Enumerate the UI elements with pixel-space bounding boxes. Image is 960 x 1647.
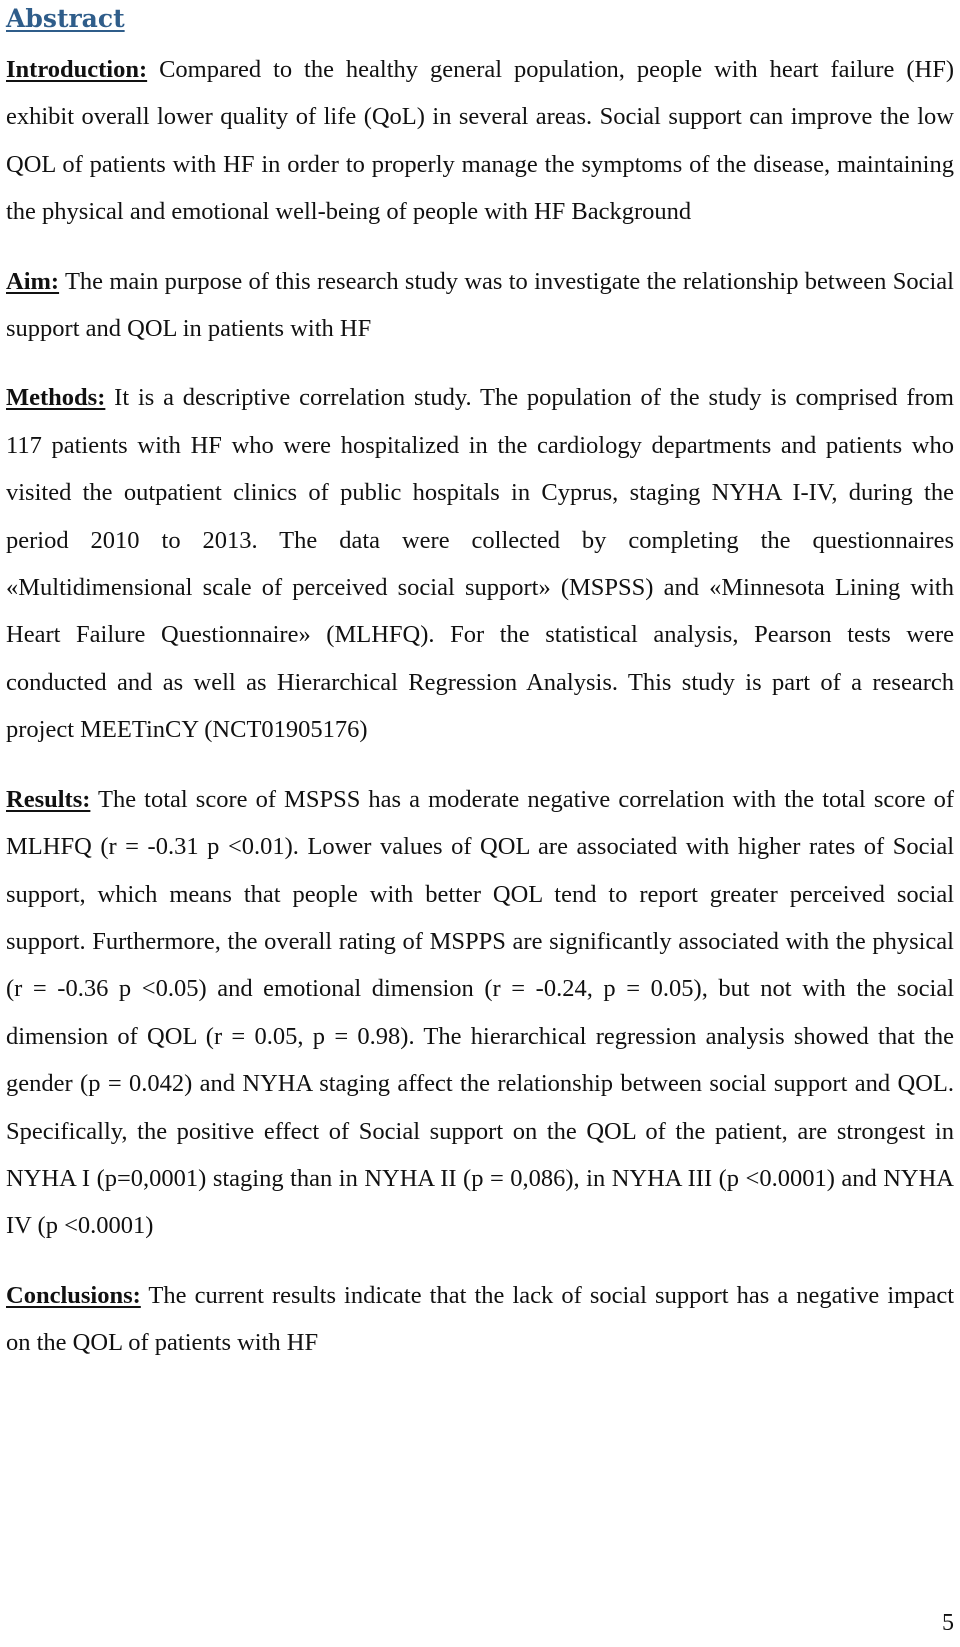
aim-text: The main purpose of this research study was to investigate the relationship between Social support and QOL in patients with HF bbox=[6, 267, 954, 343]
introduction-label: Introduction: bbox=[6, 56, 148, 83]
section-introduction bbox=[6, 46, 954, 236]
aim-label: Aim: bbox=[6, 267, 60, 295]
section-methods bbox=[6, 374, 954, 753]
introduction-text: Compared to the healthy general population, people with heart failure (HF) exhibit overall lower quality of life (QoL) in several areas. Social support can improve the low QOL of patients with HF in order to properly manage the symptoms of the disease, maintaining the physical and emotional well-being of people with HF Background bbox=[6, 56, 954, 226]
abstract-heading: Abstract bbox=[6, 4, 125, 33]
page-number: 5 bbox=[942, 1610, 954, 1636]
section-aim bbox=[6, 258, 954, 353]
results-label: Results: bbox=[6, 785, 91, 813]
methods-text: It is a descriptive correlation study. The population of the study is comprised from 117 patients with HF who were hospitalized in the cardiology departments and patients who visited the outpatient clinics of public hospitals in Cyprus, staging NYHA I-IV, during the period 2010 to 2013. The data were collected by completing the questionnaires «Multidimensional scale of perceived social support» (MSPSS) and «Minnesota Lining with Heart Failure Questionnaire» (MLHFQ). For the statistical analysis, Pearson tests were conducted and as well as Hierarchical Regression Analysis. This study is part of a research project MEETinCY (NCT01905176) bbox=[6, 384, 954, 744]
results-text: The total score of MSPSS has a moderate negative correlation with the total score of MLHFQ (r = -0.31 p <0.01). Lower values of QOL are associated with higher rates of Social support, which means that people with better QOL tend to report greater perceived social support. Furthermore, the overall rating of MSPPS are significantly associated with the physical (r = -0.36 p <0.05) and emotional dimension (r = -0.24, p = 0.05), but not with the social dimension of QOL (r = 0.05, p = 0.98). The hierarchical regression analysis showed that the gender (p = 0.042) and NYHA staging affect the relationship between social support and QOL. Specifically, the positive effect of Social support on the QOL of the patient, are strongest in NYHA I (p=0,0001) staging than in NYHA II (p = 0,086), in NYHA III (p <0.0001) and NYHA IV (p <0.0001) bbox=[6, 785, 954, 1240]
section-results bbox=[6, 776, 954, 1250]
section-conclusions bbox=[6, 1272, 954, 1367]
conclusions-label: Conclusions: bbox=[6, 1281, 141, 1309]
document-page bbox=[6, 0, 954, 1389]
methods-label: Methods: bbox=[6, 384, 106, 412]
conclusions-text: The current results indicate that the lack of social support has a negative impact on the QOL of patients with HF bbox=[6, 1281, 954, 1357]
